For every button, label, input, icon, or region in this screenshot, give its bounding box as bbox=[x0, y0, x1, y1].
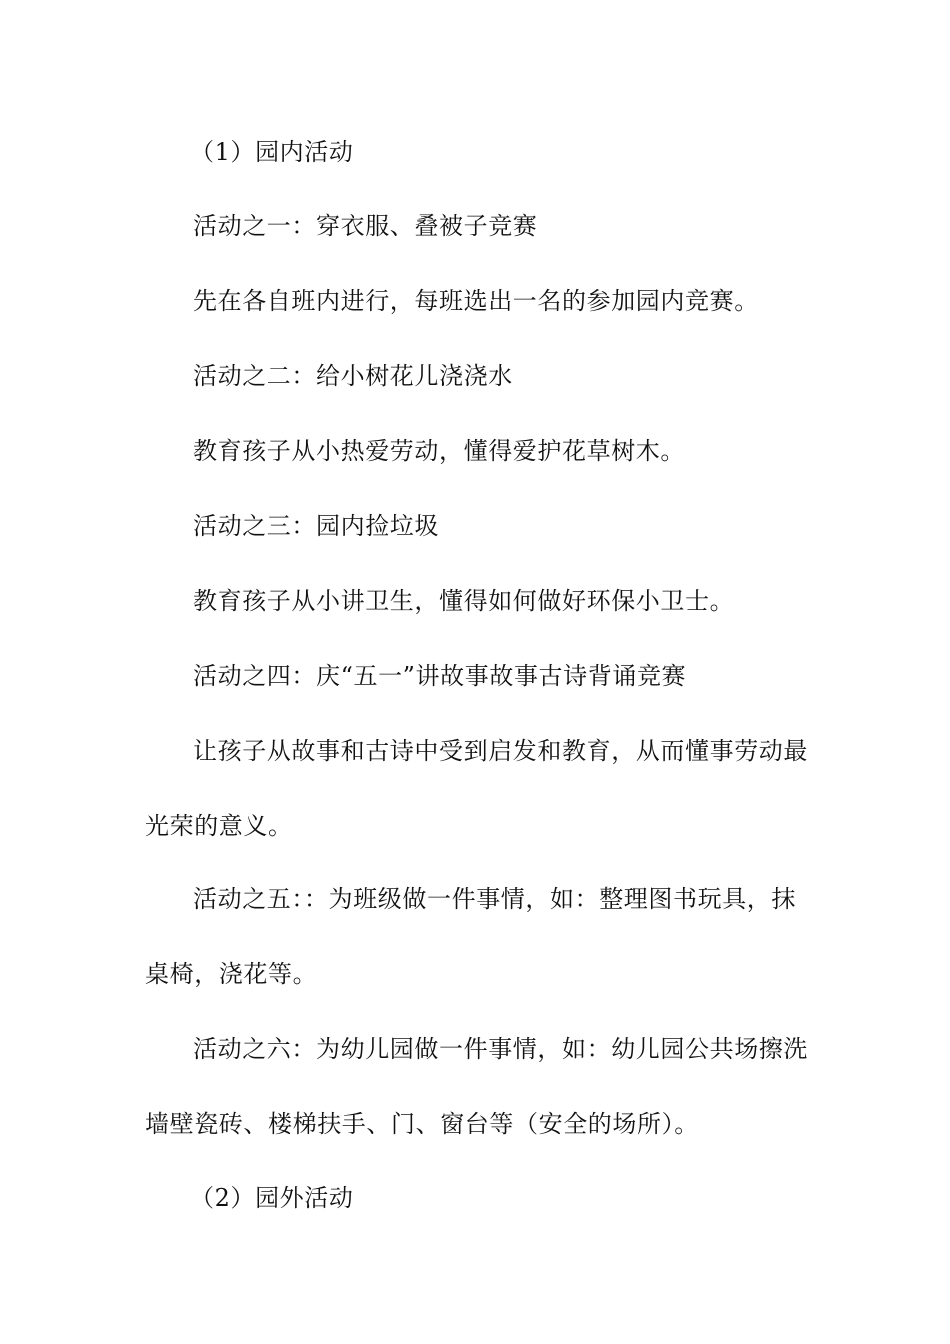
section-heading-outside-park: （2）园外活动 bbox=[190, 1184, 354, 1212]
activity-6-line-1: 活动之六：为幼儿园做一件事情，如：幼儿园公共场擦洗 bbox=[193, 1035, 808, 1063]
activity-4-description-line-1: 让孩子从故事和古诗中受到启发和教育，从而懂事劳动最 bbox=[193, 737, 808, 765]
activity-6-line-2: 墙壁瓷砖、楼梯扶手、门、窗台等（安全的场所）。 bbox=[145, 1110, 699, 1138]
activity-5-line-2: 桌椅，浇花等。 bbox=[145, 960, 318, 988]
activity-5-line-1: 活动之五：：为班级做一件事情，如：整理图书玩具，抹 bbox=[193, 885, 796, 913]
section-heading-in-park: （1）园内活动 bbox=[190, 138, 354, 166]
activity-2-description: 教育孩子从小热爱劳动，懂得爱护花草树木。 bbox=[193, 437, 685, 465]
activity-3-title: 活动之三：园内捡垃圾 bbox=[193, 512, 439, 540]
activity-3-description: 教育孩子从小讲卫生，懂得如何做好环保小卫士。 bbox=[193, 587, 735, 615]
activity-4-title: 活动之四：庆“五一”讲故事故事古诗背诵竞赛 bbox=[193, 662, 687, 690]
activity-1-title: 活动之一：穿衣服、叠被子竞赛 bbox=[193, 212, 538, 240]
activity-2-title: 活动之二：给小树花儿浇浇水 bbox=[193, 362, 513, 390]
activity-1-description: 先在各自班内进行，每班选出一名的参加园内竞赛。 bbox=[193, 287, 759, 315]
activity-4-description-line-2: 光荣的意义。 bbox=[145, 812, 293, 840]
